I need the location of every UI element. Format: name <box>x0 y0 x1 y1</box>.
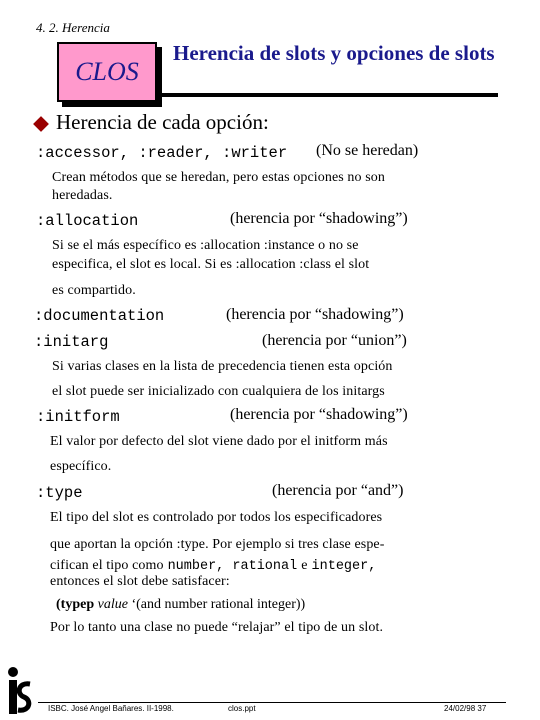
option-type-desc-line1: El tipo del slot es controlado por todos los especificadores <box>50 510 383 525</box>
slide-heading: Herencia de cada opción: <box>56 110 269 134</box>
option-accessor-code: :accessor, :reader, :writer <box>36 144 288 162</box>
option-initarg-note: (herencia por “union”) <box>262 332 407 349</box>
clos-logo <box>57 42 157 102</box>
type-example-text: cifican el tipo como <box>50 558 164 573</box>
option-type-desc-line2: que aportan la opción :type. Por ejemplo si tres clase espe- <box>50 537 385 552</box>
option-initform-desc-line1: El valor por defecto del slot viene dado por el initform más <box>50 434 388 449</box>
option-initarg-desc-line2: el slot puede ser inicializado con cualquiera de los initargs <box>52 384 385 399</box>
option-initform-note: (herencia por “shadowing”) <box>230 406 408 423</box>
option-initarg-code: :initarg <box>34 333 109 351</box>
is-logo-icon <box>4 664 34 716</box>
type-example-code-1: number, rational <box>167 559 298 574</box>
option-type-desc-line5: Por lo tanto una clase no puede “relajar” el tipo de un slot. <box>50 620 384 635</box>
section-label: 4. 2. Herencia <box>36 20 110 35</box>
title-underline <box>160 93 498 97</box>
footer-author: ISBC. José Angel Bañares. II-1998. <box>48 704 174 713</box>
option-allocation-desc-line2: especifica, el slot es local. Si es :allocation :class el slot <box>52 257 370 272</box>
option-type-code: :type <box>36 484 83 502</box>
typep-type-spec: ‘(and number rational integer)) <box>131 597 306 612</box>
option-documentation-note: (herencia por “shadowing”) <box>226 306 404 323</box>
option-type-note: (herencia por “and”) <box>272 482 404 499</box>
option-allocation-desc-line1: Si se el más específico es :allocation :instance o no se <box>52 238 359 253</box>
option-initarg-desc-line1: Si varias clases en la lista de precedencia tienen esta opción <box>52 359 393 374</box>
option-type-desc-line4: entonces el slot debe satisfacer: <box>50 574 230 589</box>
diamond-bullet-icon <box>33 116 49 132</box>
type-example-conjunction: e <box>301 558 308 573</box>
typep-expression <box>56 597 305 613</box>
option-documentation-code: :documentation <box>34 307 165 325</box>
footer-filename: clos.ppt <box>228 704 256 713</box>
option-accessor-desc-line1: Crean métodos que se heredan, pero estas opciones no son <box>52 170 385 185</box>
footer-rule <box>38 702 506 703</box>
clos-logo-text: CLOS <box>75 57 139 86</box>
typep-value: value <box>97 597 128 612</box>
typep-keyword: (typep <box>56 597 95 612</box>
footer-date-page: 24/02/98 37 <box>444 704 487 713</box>
option-initform-code: :initform <box>36 408 120 426</box>
option-accessor-note: (No se heredan) <box>316 142 419 159</box>
option-type-desc-line3 <box>50 556 376 574</box>
type-example-code-2: integer, <box>311 559 377 574</box>
option-allocation-desc-line3: es compartido. <box>52 283 136 298</box>
option-initform-desc-line2: específico. <box>50 459 112 474</box>
option-accessor-desc-line2: heredadas. <box>52 188 113 203</box>
option-allocation-note: (herencia por “shadowing”) <box>230 210 408 227</box>
option-allocation-code: :allocation <box>36 212 139 230</box>
slide-title: Herencia de slots y opciones de slots <box>173 41 495 65</box>
